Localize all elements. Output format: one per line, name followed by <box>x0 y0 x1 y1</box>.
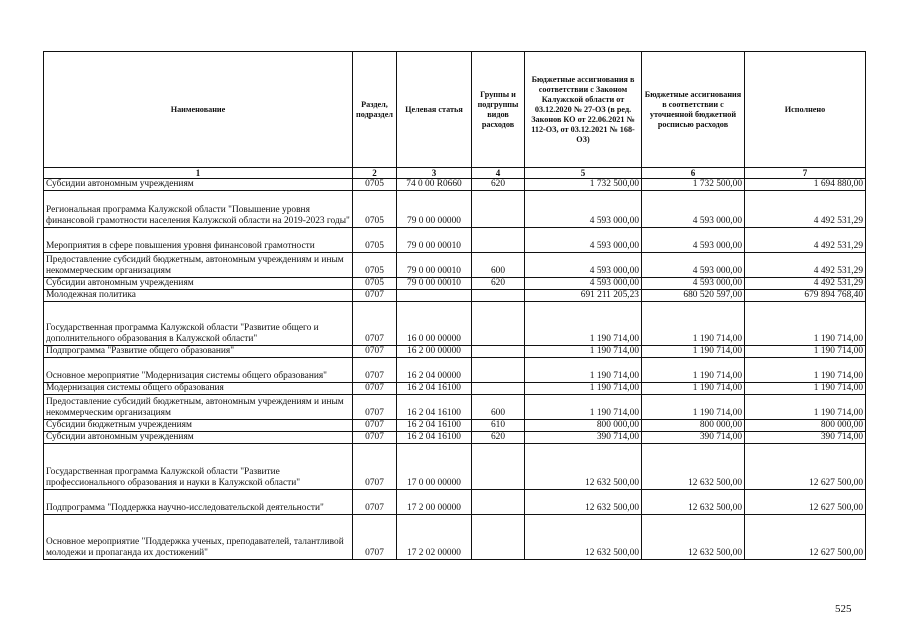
row-group <box>472 191 525 228</box>
row-list-amount: 390 714,00 <box>642 432 745 444</box>
row-target: 16 2 00 00000 <box>397 346 472 358</box>
row-executed-amount: 679 894 768,40 <box>745 290 866 302</box>
row-name: Субсидии автономным учреждениям <box>44 278 353 290</box>
row-law-amount: 4 593 000,00 <box>525 191 642 228</box>
row-law-amount: 4 593 000,00 <box>525 253 642 278</box>
row-law-amount: 800 000,00 <box>525 420 642 432</box>
row-list-amount: 1 190 714,00 <box>642 302 745 346</box>
row-law-amount: 12 632 500,00 <box>525 444 642 490</box>
budget-table-sheet <box>43 51 865 560</box>
row-list-amount: 12 632 500,00 <box>642 490 745 515</box>
table-row <box>44 228 866 253</box>
row-target: 79 0 00 00010 <box>397 278 472 290</box>
table-row <box>44 515 866 560</box>
table-row <box>44 191 866 228</box>
row-section: 0707 <box>353 490 397 515</box>
row-target: 17 2 02 00000 <box>397 515 472 560</box>
header-executed: Исполнено <box>745 52 866 168</box>
row-list-amount: 1 190 714,00 <box>642 346 745 358</box>
row-target: 16 2 04 00000 <box>397 358 472 383</box>
row-executed-amount: 390 714,00 <box>745 432 866 444</box>
row-target: 16 0 00 00000 <box>397 302 472 346</box>
row-section: 0705 <box>353 191 397 228</box>
column-number: 5 <box>525 168 642 179</box>
row-list-amount: 4 593 000,00 <box>642 253 745 278</box>
row-name: Основное мероприятие "Поддержка ученых, преподавателей, талантливой молодежи и пропаганда их достижений" <box>44 515 353 560</box>
table-row <box>44 346 866 358</box>
column-number: 3 <box>397 168 472 179</box>
row-list-amount: 1 190 714,00 <box>642 395 745 420</box>
row-group <box>472 228 525 253</box>
row-list-amount: 4 593 000,00 <box>642 191 745 228</box>
row-name: Мероприятия в сфере повышения уровня финансовой грамотности <box>44 228 353 253</box>
row-law-amount: 12 632 500,00 <box>525 490 642 515</box>
row-name: Подпрограмма "Поддержка научно-исследовательской деятельности" <box>44 490 353 515</box>
row-list-amount: 4 593 000,00 <box>642 228 745 253</box>
row-executed-amount: 1 190 714,00 <box>745 383 866 395</box>
row-section: 0707 <box>353 515 397 560</box>
row-executed-amount: 1 190 714,00 <box>745 358 866 383</box>
row-list-amount: 12 632 500,00 <box>642 444 745 490</box>
row-name: Молодежная политика <box>44 290 353 302</box>
header-law: Бюджетные ассигнования в соответствии с Законом Калужской области от 03.12.2020 № 27-ОЗ (в ред. Законов КО от 22.06.2021 № 112-ОЗ, от 03.12.2021 № 168-ОЗ) <box>525 52 642 168</box>
row-law-amount: 1 732 500,00 <box>525 179 642 191</box>
row-name: Предоставление субсидий бюджетным, автономным учреждениям и иным некоммерческим организациям <box>44 395 353 420</box>
row-name: Модернизация системы общего образования <box>44 383 353 395</box>
budget-table <box>43 51 866 560</box>
row-law-amount: 1 190 714,00 <box>525 346 642 358</box>
row-group: 600 <box>472 253 525 278</box>
table-row <box>44 420 866 432</box>
row-executed-amount: 12 627 500,00 <box>745 490 866 515</box>
row-law-amount: 1 190 714,00 <box>525 383 642 395</box>
row-section: 0705 <box>353 228 397 253</box>
row-executed-amount: 1 694 880,00 <box>745 179 866 191</box>
row-section: 0705 <box>353 253 397 278</box>
row-law-amount: 390 714,00 <box>525 432 642 444</box>
row-section: 0707 <box>353 346 397 358</box>
row-executed-amount: 4 492 531,29 <box>745 191 866 228</box>
row-name: Субсидии автономным учреждениям <box>44 432 353 444</box>
row-group: 610 <box>472 420 525 432</box>
row-name: Региональная программа Калужской области "Повышение уровня финансовой грамотности населения Калужской области на 2019-2023 годы" <box>44 191 353 228</box>
row-group <box>472 490 525 515</box>
row-law-amount: 1 190 714,00 <box>525 395 642 420</box>
row-name: Субсидии бюджетным учреждениям <box>44 420 353 432</box>
row-section: 0705 <box>353 179 397 191</box>
row-group: 620 <box>472 179 525 191</box>
table-row <box>44 253 866 278</box>
row-executed-amount: 12 627 500,00 <box>745 515 866 560</box>
table-row <box>44 302 866 346</box>
row-executed-amount: 800 000,00 <box>745 420 866 432</box>
table-row <box>44 490 866 515</box>
row-law-amount: 1 190 714,00 <box>525 302 642 346</box>
row-section: 0707 <box>353 395 397 420</box>
column-number: 4 <box>472 168 525 179</box>
row-law-amount: 4 593 000,00 <box>525 228 642 253</box>
header-name: Наименование <box>44 52 353 168</box>
row-list-amount: 12 632 500,00 <box>642 515 745 560</box>
row-group <box>472 444 525 490</box>
table-row <box>44 432 866 444</box>
row-section: 0705 <box>353 278 397 290</box>
row-executed-amount: 4 492 531,29 <box>745 253 866 278</box>
column-number: 7 <box>745 168 866 179</box>
row-target: 17 2 00 00000 <box>397 490 472 515</box>
table-row <box>44 395 866 420</box>
row-name: Субсидии автономным учреждениям <box>44 179 353 191</box>
column-number: 6 <box>642 168 745 179</box>
row-target: 16 2 04 16100 <box>397 420 472 432</box>
row-executed-amount: 1 190 714,00 <box>745 302 866 346</box>
row-law-amount: 691 211 205,23 <box>525 290 642 302</box>
header-group: Группы и подгруппы видов расходов <box>472 52 525 168</box>
row-section: 0707 <box>353 290 397 302</box>
row-law-amount: 12 632 500,00 <box>525 515 642 560</box>
page-number: 525 <box>835 603 852 615</box>
row-executed-amount: 12 627 500,00 <box>745 444 866 490</box>
row-law-amount: 1 190 714,00 <box>525 358 642 383</box>
table-header-row <box>44 52 866 168</box>
row-executed-amount: 1 190 714,00 <box>745 395 866 420</box>
table-row <box>44 444 866 490</box>
row-group <box>472 302 525 346</box>
row-list-amount: 4 593 000,00 <box>642 278 745 290</box>
row-executed-amount: 4 492 531,29 <box>745 228 866 253</box>
row-name: Подпрограмма "Развитие общего образования" <box>44 346 353 358</box>
table-row <box>44 290 866 302</box>
row-section: 0707 <box>353 444 397 490</box>
row-list-amount: 1 190 714,00 <box>642 358 745 383</box>
row-section: 0707 <box>353 420 397 432</box>
table-row <box>44 278 866 290</box>
row-group: 600 <box>472 395 525 420</box>
row-group: 620 <box>472 278 525 290</box>
row-target: 17 0 00 00000 <box>397 444 472 490</box>
row-list-amount: 1 190 714,00 <box>642 383 745 395</box>
row-name: Основное мероприятие "Модернизация системы общего образования" <box>44 358 353 383</box>
row-group <box>472 346 525 358</box>
table-row <box>44 383 866 395</box>
row-group <box>472 358 525 383</box>
row-list-amount: 680 520 597,00 <box>642 290 745 302</box>
row-executed-amount: 1 190 714,00 <box>745 346 866 358</box>
row-target: 16 2 04 16100 <box>397 432 472 444</box>
table-row <box>44 358 866 383</box>
row-group <box>472 383 525 395</box>
header-list: Бюджетные ассигнования в соответствии с уточненной бюджетной росписью расходов <box>642 52 745 168</box>
row-executed-amount: 4 492 531,29 <box>745 278 866 290</box>
row-target <box>397 290 472 302</box>
table-body <box>44 179 866 560</box>
column-number: 2 <box>353 168 397 179</box>
row-section: 0707 <box>353 383 397 395</box>
row-target: 79 0 00 00000 <box>397 191 472 228</box>
header-target: Целевая статья <box>397 52 472 168</box>
row-law-amount: 4 593 000,00 <box>525 278 642 290</box>
row-section: 0707 <box>353 302 397 346</box>
table-row <box>44 179 866 191</box>
row-group <box>472 515 525 560</box>
row-section: 0707 <box>353 358 397 383</box>
row-target: 74 0 00 R0660 <box>397 179 472 191</box>
row-target: 79 0 00 00010 <box>397 228 472 253</box>
row-group: 620 <box>472 432 525 444</box>
row-section: 0707 <box>353 432 397 444</box>
row-group <box>472 290 525 302</box>
row-name: Предоставление субсидий бюджетным, автономным учреждениям и иным некоммерческим организациям <box>44 253 353 278</box>
row-target: 16 2 04 16100 <box>397 383 472 395</box>
row-name: Государственная программа Калужской области "Развитие общего и дополнительного образования в Калужской области" <box>44 302 353 346</box>
row-name: Государственная программа Калужской области "Развитие профессионального образования и науки в Калужской области" <box>44 444 353 490</box>
row-list-amount: 1 732 500,00 <box>642 179 745 191</box>
column-number: 1 <box>44 168 353 179</box>
column-numbers-row <box>44 168 866 179</box>
row-target: 79 0 00 00010 <box>397 253 472 278</box>
header-section: Раздел, подраздел <box>353 52 397 168</box>
row-list-amount: 800 000,00 <box>642 420 745 432</box>
row-target: 16 2 04 16100 <box>397 395 472 420</box>
